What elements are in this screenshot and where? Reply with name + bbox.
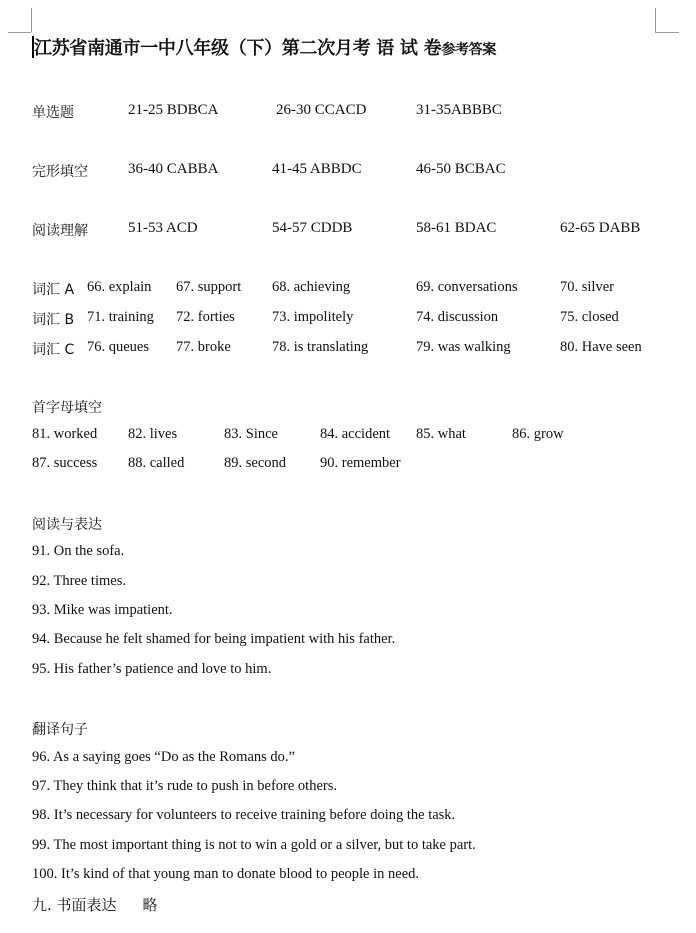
vocab-item: 68. achieving: [272, 279, 351, 295]
blank-answer: 81. worked: [32, 426, 98, 442]
answer-line: 100. It’s kind of that young man to donate blood to people in need.: [32, 866, 420, 882]
answer-line: 95. His father’s patience and love to him.: [32, 661, 272, 677]
vocab-item: 70. silver: [560, 279, 614, 295]
blank-answer: 89. second: [224, 455, 287, 471]
blank-answer: 84. accident: [320, 426, 391, 442]
section-heading: 阅读与表达: [32, 517, 102, 533]
section-label: 词汇 C: [32, 342, 75, 358]
answer-line: 99. The most important thing is not to win a gold or a silver, but to take part.: [32, 837, 476, 853]
blank-answer: 88. called: [128, 455, 185, 471]
blank-answer: 90. remember: [320, 455, 401, 471]
answer-group: 21-25 BDBCA: [128, 102, 219, 118]
vocab-item: 79. was walking: [416, 339, 511, 355]
section-heading: 翻译句子: [32, 722, 88, 738]
vocab-item: 72. forties: [176, 309, 235, 325]
answer-group: 41-45 ABBDC: [272, 161, 362, 177]
answer-group: 54-57 CDDB: [272, 220, 353, 236]
answer-line: 96. As a saying goes “Do as the Romans do.”: [32, 749, 295, 765]
title-suffix: 参考答案: [441, 42, 497, 58]
blank-answer: 86. grow: [512, 426, 564, 442]
vocab-item: 69. conversations: [416, 279, 518, 295]
crop-mark-line: [31, 8, 32, 32]
vocab-item: 76. queues: [87, 339, 150, 355]
writing-section: [32, 894, 158, 915]
blank-answer: 85. what: [416, 426, 466, 442]
section-label: 词汇 A: [32, 282, 75, 298]
crop-mark-line: [655, 8, 656, 32]
answer-group: 31-35ABBBC: [416, 102, 502, 118]
section-heading: 九. 书面表达: [32, 896, 117, 914]
vocab-item: 78. is translating: [272, 339, 369, 355]
section-label: 阅读理解: [32, 223, 88, 239]
answer-line: 97. They think that it’s rude to push in before others.: [32, 778, 337, 794]
blank-answer: 87. success: [32, 455, 98, 471]
section-label: 单选题: [32, 105, 74, 121]
title-main: 江苏省南通市一中八年级（下）第二次月考 语 试 卷: [34, 38, 442, 59]
vocab-item: 80. Have seen: [560, 339, 642, 355]
crop-mark-line: [655, 32, 679, 33]
page-title: [34, 34, 496, 60]
vocab-item: 66. explain: [87, 279, 152, 295]
vocab-item: 74. discussion: [416, 309, 499, 325]
blank-answer: 83. Since: [224, 426, 278, 442]
writing-note: 略: [142, 896, 158, 914]
answer-group: 46-50 BCBAC: [416, 161, 506, 177]
answer-group: 36-40 CABBA: [128, 161, 219, 177]
answer-line: 91. On the sofa.: [32, 543, 125, 559]
answer-line: 94. Because he felt shamed for being impatient with his father.: [32, 631, 396, 647]
answer-group: 26-30 CCACD: [276, 102, 367, 118]
vocab-item: 77. broke: [176, 339, 231, 355]
section-heading: 首字母填空: [32, 400, 102, 416]
blank-answer: 82. lives: [128, 426, 178, 442]
vocab-item: 71. training: [87, 309, 154, 325]
vocab-item: 67. support: [176, 279, 242, 295]
section-label: 词汇 B: [32, 312, 75, 328]
vocab-item: 73. impolitely: [272, 309, 354, 325]
answer-group: 62-65 DABB: [560, 220, 641, 236]
answer-line: 98. It’s necessary for volunteers to receive training before doing the task.: [32, 807, 456, 823]
answer-line: 92. Three times.: [32, 573, 126, 589]
answer-group: 58-61 BDAC: [416, 220, 497, 236]
vocab-item: 75. closed: [560, 309, 619, 325]
section-label: 完形填空: [32, 164, 88, 180]
answer-line: 93. Mike was impatient.: [32, 602, 173, 618]
answer-group: 51-53 ACD: [128, 220, 198, 236]
crop-mark-line: [8, 32, 31, 33]
